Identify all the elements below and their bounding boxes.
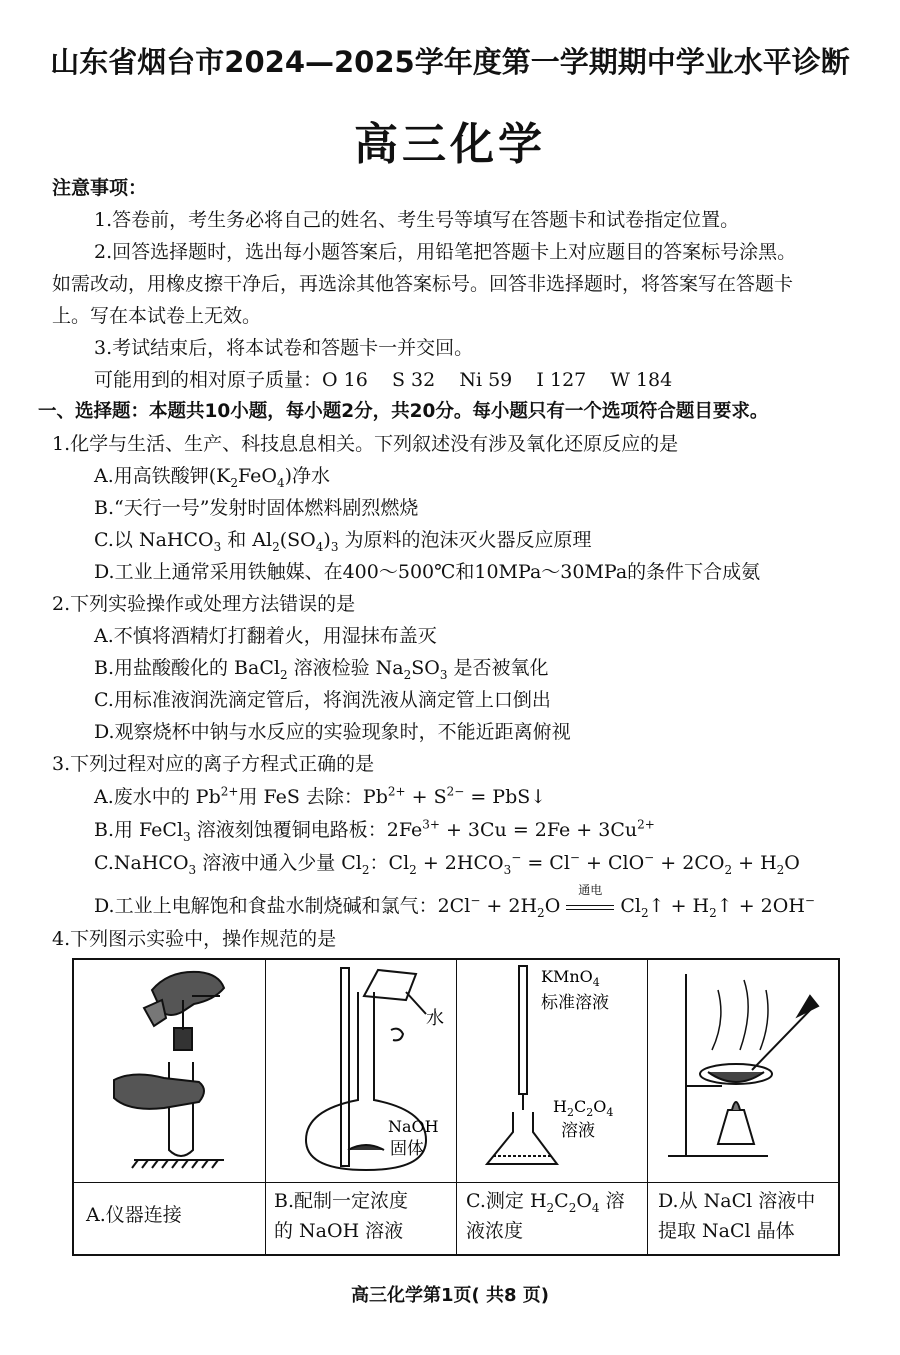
q1-option-d: D.工业上通常采用铁触媒、在400～500℃和10MPa～30MPa的条件下合成氨 (94, 561, 761, 583)
notice-item-2-line-2: 如需改动，用橡皮擦干净后，再选涂其他答案标号。回答非选择题时，将答案写在答题卡 (52, 273, 794, 295)
q4-stem: 4.下列图示实验中，操作规范的是 (52, 928, 337, 950)
fig-c-titration (457, 960, 647, 1180)
q2-option-d: D.观察烧杯中钠与水反应的实验现象时，不能近距离俯视 (94, 721, 571, 743)
fig-c-solution-label: 溶液 (561, 1121, 595, 1141)
notice-item-1: 1.答卷前，考生务必将自己的姓名、考生号等填写在答题卡和试卷指定位置。 (94, 209, 740, 231)
fig-c-kmno4-label: KMnO$_4$ (541, 967, 600, 989)
q2-option-c: C.用标准液润洗滴定管后，将润洗液从滴定管上口倒出 (94, 689, 551, 711)
q3-stem: 3.下列过程对应的离子方程式正确的是 (52, 753, 375, 775)
q3-option-a: A.废水中的 $Pb^{2+}$用 FeS 去除：$Pb^{2+} + S^{2-}$ = PbS↓ (94, 784, 547, 808)
fig-b-naoh-label: NaOH (388, 1117, 439, 1136)
page-footer: 高三化学第1页( 共8 页) (350, 1285, 550, 1306)
q2-stem: 2.下列实验操作或处理方法错误的是 (52, 593, 356, 615)
q1-option-c: C.以 NaHCO$_3$ 和 $Al_2(SO_4)_3$ 为原料的泡沫灭火器反应原理 (94, 529, 592, 554)
notice-heading: 注意事项： (52, 177, 148, 199)
fig-b-volumetric-flask (266, 960, 456, 1180)
q2-option-a: A.不慎将酒精灯打翻着火，用湿抹布盖灭 (94, 625, 437, 647)
notice-item-3: 3.考试结束后，将本试卷和答题卡一并交回。 (94, 337, 474, 359)
q3-option-b: B.用 FeCl$_3$ 溶液刻蚀覆铜电路板：$2Fe^{3+} + 3Cu = 2Fe + 3Cu^{2+}$ (94, 817, 655, 844)
q1-option-a: A.用高铁酸钾$(K_2FeO_4)$净水 (94, 465, 331, 490)
fig-a-apparatus-connection (74, 960, 264, 1180)
q4-figure-table (72, 958, 840, 1256)
caption-c: C.测定 $H_2C_2O_4$ 溶 液浓度 (466, 1190, 625, 1242)
notice-item-2-line-1: 2.回答选择题时，选出每小题答案后，用铅笔把答题卡上对应题目的答案标号涂黑。 (94, 241, 797, 263)
caption-a: A.仪器连接 (86, 1204, 182, 1226)
atomic-masses (94, 368, 672, 392)
q3-option-d: D.工业上电解饱和食盐水制烧碱和氯气：$2Cl^- + 2H_2O$ 通电 $Cl_2↑$ + $H_2↑ + 2OH^-$ (94, 883, 815, 920)
electrolysis-condition: 通电 (566, 894, 614, 918)
fig-b-water-label: 水 (426, 1008, 444, 1029)
atomic-masses-values: O 16 S 32 Ni 59 I 127 W 184 (322, 369, 673, 391)
caption-d: D.从 NaCl 溶液中 提取 NaCl 晶体 (658, 1190, 816, 1242)
fig-c-standard-solution-label: 标准溶液 (541, 993, 609, 1013)
notice-item-2-line-3: 上。写在本试卷上无效。 (52, 305, 262, 327)
exam-subject: 高三化学 (354, 119, 546, 170)
caption-b: B.配制一定浓度 的 NaOH 溶液 (274, 1190, 409, 1242)
q3-option-c: C.NaHCO$_3$ 溶液中通入少量 $Cl_2$：$Cl_2 + 2HCO_3^- = Cl^- + ClO^- + 2CO_2 + H_2O$ (94, 850, 800, 877)
atomic-masses-label: 可能用到的相对原子质量： (94, 369, 323, 391)
fig-b-solid-label: 固体 (390, 1139, 424, 1159)
exam-title: 山东省烟台市2024—2025学年度第一学期期中学业水平诊断 (50, 45, 850, 79)
q1-option-b: B.“天行一号”发射时固体燃料剧烈燃烧 (94, 497, 419, 519)
fig-c-h2c2o4-label: $H_2C_2O_4$ (553, 1097, 614, 1119)
section-1-heading: 一、选择题：本题共10小题，每小题2分，共20分。每小题只有一个选项符合题目要求。 (38, 401, 769, 422)
fig-d-evaporation (648, 960, 838, 1180)
q2-option-b: B.用盐酸酸化的 BaCl$_2$ 溶液检验 $Na_2SO_3$ 是否被氧化 (94, 657, 549, 682)
q1-stem: 1.化学与生活、生产、科技息息相关。下列叙述没有涉及氧化还原反应的是 (52, 433, 679, 455)
